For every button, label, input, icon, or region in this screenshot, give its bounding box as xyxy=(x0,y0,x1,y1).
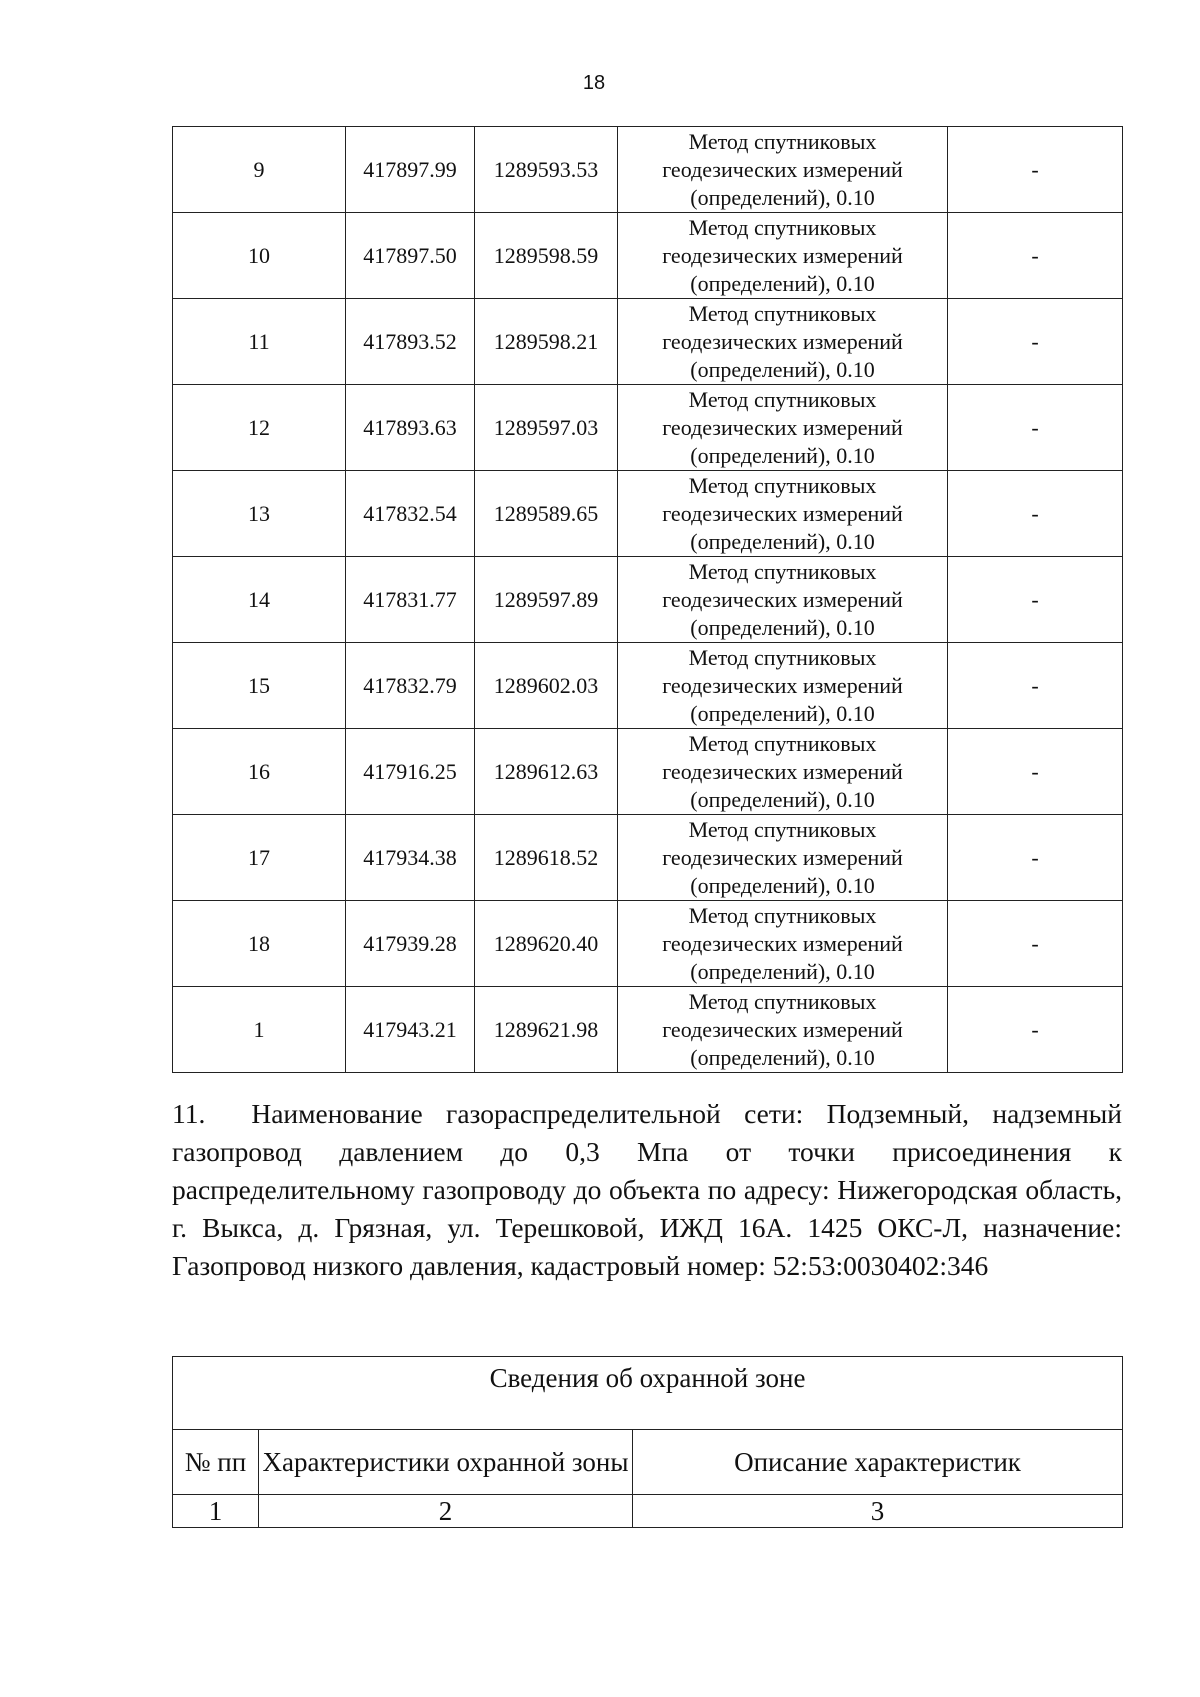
note-cell: - xyxy=(948,127,1123,213)
y-coordinate-cell: 1289620.40 xyxy=(475,901,618,987)
x-coordinate-cell: 417897.99 xyxy=(346,127,475,213)
zone-col-description-header: Описание характеристик xyxy=(633,1430,1123,1495)
point-number-cell: 11 xyxy=(173,299,346,385)
section-text: Наименование газораспределительной сети: Подземный, надземный газопровод давлением до 0,3 Мпа от точки присоединения к распределительному газопроводу до объекта по адресу: Нижегородская область, г. Выкса, д. Грязная, ул. Терешковой, ИЖД 16А. 1425 ОКС-Л, назначение: Газопровод низкого давления, кадастровый номер: 52:53:0030402:346 xyxy=(172,1098,1122,1281)
method-line: Метод спутниковых xyxy=(688,559,877,584)
x-coordinate-cell: 417831.77 xyxy=(346,557,475,643)
method-cell xyxy=(618,471,948,557)
x-coordinate-cell: 417832.54 xyxy=(346,471,475,557)
method-cell xyxy=(618,987,948,1073)
note-cell: - xyxy=(948,213,1123,299)
point-number-cell: 15 xyxy=(173,643,346,729)
method-line: (определений), 0.10 xyxy=(690,701,875,726)
note-cell: - xyxy=(948,557,1123,643)
method-line: Метод спутниковых xyxy=(688,215,877,240)
coordinates-table xyxy=(172,126,1123,1073)
method-line: (определений), 0.10 xyxy=(690,787,875,812)
table-row xyxy=(173,471,1123,557)
x-coordinate-cell: 417893.52 xyxy=(346,299,475,385)
method-line: геодезических измерений xyxy=(662,157,903,182)
method-cell xyxy=(618,127,948,213)
point-number-cell: 17 xyxy=(173,815,346,901)
table-row xyxy=(173,729,1123,815)
method-line: геодезических измерений xyxy=(662,501,903,526)
method-line: (определений), 0.10 xyxy=(690,357,875,382)
x-coordinate-cell: 417897.50 xyxy=(346,213,475,299)
note-cell: - xyxy=(948,643,1123,729)
note-cell: - xyxy=(948,471,1123,557)
method-cell xyxy=(618,901,948,987)
table-row xyxy=(173,557,1123,643)
point-number-cell: 18 xyxy=(173,901,346,987)
method-line: геодезических измерений xyxy=(662,1017,903,1042)
zone-col-number-header: № пп xyxy=(173,1430,259,1495)
page-number: 18 xyxy=(582,72,606,94)
method-line: Метод спутниковых xyxy=(688,817,877,842)
x-coordinate-cell: 417943.21 xyxy=(346,987,475,1073)
zone-table-title: Сведения об охранной зоне xyxy=(173,1357,1123,1430)
point-number-cell: 13 xyxy=(173,471,346,557)
method-line: геодезических измерений xyxy=(662,243,903,268)
y-coordinate-cell: 1289598.21 xyxy=(475,299,618,385)
table-row xyxy=(173,815,1123,901)
method-line: геодезических измерений xyxy=(662,845,903,870)
method-line: Метод спутниковых xyxy=(688,301,877,326)
x-coordinate-cell: 417934.38 xyxy=(346,815,475,901)
y-coordinate-cell: 1289593.53 xyxy=(475,127,618,213)
method-line: (определений), 0.10 xyxy=(690,271,875,296)
method-line: Метод спутниковых xyxy=(688,645,877,670)
method-line: Метод спутниковых xyxy=(688,903,877,928)
x-coordinate-cell: 417939.28 xyxy=(346,901,475,987)
method-line: геодезических измерений xyxy=(662,415,903,440)
method-line: геодезических измерений xyxy=(662,759,903,784)
table-row xyxy=(173,385,1123,471)
table-row xyxy=(173,643,1123,729)
table-row xyxy=(173,987,1123,1073)
method-line: геодезических измерений xyxy=(662,931,903,956)
section-number: 11. xyxy=(172,1098,206,1129)
y-coordinate-cell: 1289621.98 xyxy=(475,987,618,1073)
point-number-cell: 12 xyxy=(173,385,346,471)
method-line: геодезических измерений xyxy=(662,673,903,698)
y-coordinate-cell: 1289618.52 xyxy=(475,815,618,901)
method-cell xyxy=(618,643,948,729)
method-line: Метод спутниковых xyxy=(688,473,877,498)
point-number-cell: 16 xyxy=(173,729,346,815)
method-line: (определений), 0.10 xyxy=(690,529,875,554)
note-cell: - xyxy=(948,815,1123,901)
method-line: Метод спутниковых xyxy=(688,387,877,412)
y-coordinate-cell: 1289598.59 xyxy=(475,213,618,299)
method-cell xyxy=(618,729,948,815)
method-line: (определений), 0.10 xyxy=(690,443,875,468)
y-coordinate-cell: 1289612.63 xyxy=(475,729,618,815)
point-number-cell: 9 xyxy=(173,127,346,213)
x-coordinate-cell: 417893.63 xyxy=(346,385,475,471)
method-cell xyxy=(618,299,948,385)
method-cell xyxy=(618,385,948,471)
note-cell: - xyxy=(948,385,1123,471)
method-line: (определений), 0.10 xyxy=(690,873,875,898)
table-row xyxy=(173,213,1123,299)
zone-col-index-3: 3 xyxy=(633,1495,1123,1528)
point-number-cell: 14 xyxy=(173,557,346,643)
y-coordinate-cell: 1289589.65 xyxy=(475,471,618,557)
method-line: (определений), 0.10 xyxy=(690,959,875,984)
zone-col-index-1: 1 xyxy=(173,1495,259,1528)
method-line: геодезических измерений xyxy=(662,587,903,612)
note-cell: - xyxy=(948,299,1123,385)
table-row xyxy=(173,299,1123,385)
method-line: Метод спутниковых xyxy=(688,989,877,1014)
table-row xyxy=(173,901,1123,987)
method-cell xyxy=(618,815,948,901)
section-paragraph xyxy=(172,1095,1122,1285)
table-row xyxy=(173,127,1123,213)
method-line: Метод спутниковых xyxy=(688,129,877,154)
point-number-cell: 10 xyxy=(173,213,346,299)
note-cell: - xyxy=(948,987,1123,1073)
y-coordinate-cell: 1289597.89 xyxy=(475,557,618,643)
zone-col-index-2: 2 xyxy=(259,1495,633,1528)
method-line: (определений), 0.10 xyxy=(690,615,875,640)
method-line: (определений), 0.10 xyxy=(690,185,875,210)
zone-col-characteristics-header: Характеристики охранной зоны xyxy=(259,1430,633,1495)
note-cell: - xyxy=(948,729,1123,815)
note-cell: - xyxy=(948,901,1123,987)
method-line: Метод спутниковых xyxy=(688,731,877,756)
method-line: геодезических измерений xyxy=(662,329,903,354)
x-coordinate-cell: 417832.79 xyxy=(346,643,475,729)
method-line: (определений), 0.10 xyxy=(690,1045,875,1070)
method-cell xyxy=(618,557,948,643)
y-coordinate-cell: 1289602.03 xyxy=(475,643,618,729)
protection-zone-table xyxy=(172,1356,1123,1528)
y-coordinate-cell: 1289597.03 xyxy=(475,385,618,471)
method-cell xyxy=(618,213,948,299)
x-coordinate-cell: 417916.25 xyxy=(346,729,475,815)
point-number-cell: 1 xyxy=(173,987,346,1073)
